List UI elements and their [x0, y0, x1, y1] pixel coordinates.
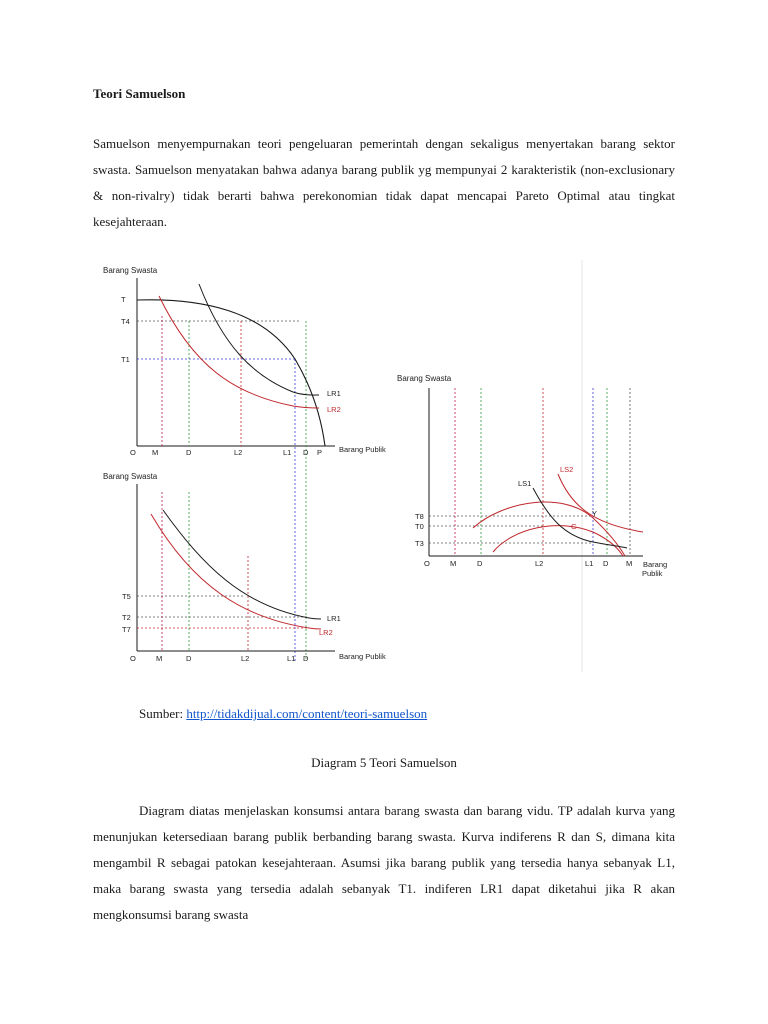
r-xtick-D1: D: [477, 559, 483, 568]
r-label-LS1: LS1: [518, 479, 532, 488]
bottom-left-panel: [103, 472, 386, 663]
tl-xtick-O: O: [130, 448, 136, 457]
tl-label-LR1: LR1: [327, 389, 341, 398]
tl-tick-T1: T1: [121, 355, 130, 364]
tl-xtick-D1: D: [186, 448, 192, 457]
tl-xtick-L2: L2: [234, 448, 243, 457]
r-tick-T0: T0: [415, 522, 424, 531]
right-ylabel: Barang Swasta: [397, 374, 452, 383]
samuelson-diagram: [93, 256, 675, 676]
document-title: Teori Samuelson: [93, 86, 186, 101]
tl-xtick-D2: D: [303, 448, 309, 457]
source-link[interactable]: http://tidakdijual.com/content/teori-samuelson: [186, 706, 428, 721]
bl-label-LR1: LR1: [327, 614, 341, 623]
bottom-left-xlabel: Barang Publik: [339, 652, 386, 661]
r-xtick-L1: L1: [585, 559, 594, 568]
bl-xtick-M: M: [156, 654, 163, 663]
right-panel: [397, 374, 667, 578]
bl-tick-T2: T2: [122, 613, 131, 622]
r-xtick-L2: L2: [535, 559, 544, 568]
r-curve-upper: [473, 502, 625, 556]
r-label-LS2: LS2: [560, 465, 574, 474]
tl-xtick-L1: L1: [283, 448, 292, 457]
r-xtick-O: O: [424, 559, 430, 568]
r-tick-T3: T3: [415, 539, 424, 548]
r-xtick-M1: M: [450, 559, 457, 568]
body-paragraph: Diagram diatas menjelaskan konsumsi antara barang swasta dan barang vidu. TP adalah kurva yang menunjukan ketersediaan barang publik berbanding barang swasta. Kurva indiferens R dan S, dimana kita mengambil R sebagai patokan kesejahteraan. Asumsi jika barang publik yang tersedia hanya sebanyak L1, maka barang swasta yang tersedia adalah sebanyak T1. indiferen LR1 dapat diketahui jika R akan mengkonsumsi barang swasta: [93, 803, 675, 922]
tl-xtick-P: P: [317, 448, 323, 457]
r-point-G: G: [571, 522, 577, 531]
bl-tick-T7: T7: [122, 625, 131, 634]
bl-xtick-L1: L1: [287, 654, 296, 663]
tl-curve-TP: [137, 300, 325, 446]
intro-paragraph: Samuelson menyempurnakan teori pengeluaran pemerintah dengan sekaligus menyertakan barang sektor swasta. Samuelson menyatakan bahwa adanya barang publik yg mempunyai 2 karakteristik (non-exclusionary & non-rivalry) tidak berarti bahwa perekonomian tidak dapat mencapai Pareto Optimal atau tingkat kesejahteraan.: [93, 136, 675, 229]
top-left-xlabel: Barang Publik: [339, 445, 386, 454]
bl-tick-T5: T5: [122, 592, 131, 601]
right-xlabel-1: Barang: [643, 560, 668, 569]
figure-caption: Diagram 5 Teori Samuelson: [311, 755, 457, 770]
r-tick-T8: T8: [415, 512, 424, 521]
bl-xtick-O: O: [130, 654, 136, 663]
diagram-svg: [93, 256, 675, 676]
tl-xtick-M: M: [152, 448, 159, 457]
r-curve-lower: [493, 526, 623, 556]
bl-curve-LR2: [151, 514, 321, 629]
bl-xtick-D2: D: [303, 654, 309, 663]
bl-label-LR2: LR2: [319, 628, 333, 637]
tl-tick-T: T: [121, 295, 126, 304]
tl-curve-LR1: [199, 284, 319, 395]
bottom-left-ylabel: Barang Swasta: [103, 472, 158, 481]
r-point-Y: Y: [592, 509, 598, 518]
tl-label-LR2: LR2: [327, 405, 341, 414]
r-xtick-D2: D: [603, 559, 609, 568]
bl-xtick-D1: D: [186, 654, 192, 663]
source-label: Sumber:: [139, 706, 184, 721]
right-xlabel-2: Publik: [642, 569, 663, 578]
top-left-ylabel: Barang Swasta: [103, 266, 158, 275]
tl-tick-T4: T4: [121, 317, 130, 326]
top-left-panel: [103, 266, 386, 661]
source-line: [139, 706, 427, 722]
bl-curve-LR1: [163, 510, 321, 619]
r-xtick-M2: M: [626, 559, 633, 568]
bl-xtick-L2: L2: [241, 654, 250, 663]
